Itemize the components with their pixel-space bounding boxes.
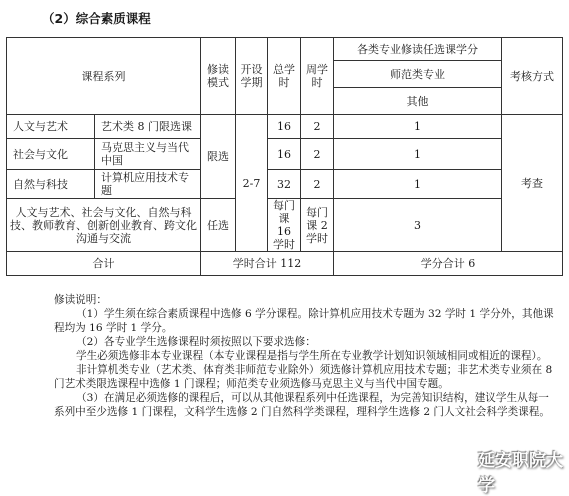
header-assessment: 考核方式 [502,38,563,115]
assessment-value-cell: 考查 [502,115,563,252]
total-hours-cell: 16 [268,115,301,139]
elective-mode-cell: 任选 [201,199,236,252]
total-label-cell: 合计 [7,252,201,276]
note-paragraph: （3）在满足必须选修的课程后，可以从其他课程系列中任选课程，为完善知识结构，建议学生从每一系列中至少选修 1 门课程，文科学生选修 2 门自然科学类课程，理科学生选修 2 门人文社会科学类课程。 [54,392,550,418]
elective-weekly-hours-cell: 每门课 2 学时 [301,199,334,252]
elective-total-hours-cell: 每门课 16 学时 [268,199,301,252]
header-weekly-hours: 周学时 [301,38,334,115]
note-paragraph: 学生必须选修非本专业课程（本专业课程是指与学生所在专业教学计划知识领域相同或相近的课程）。 [76,350,548,362]
total-row [7,252,563,276]
table-row [7,139,563,170]
semester-range-cell: 2-7 [236,115,268,252]
header-credit-group: 各类专业修读任选课学分 [334,38,502,61]
elective-series-cell: 人文与艺术、社会与文化、自然与科技、教师教育、创新创业教育、跨文化沟通与交流 [7,199,201,252]
series-cell: 人文与艺术 [7,115,95,139]
course-table [6,37,563,276]
header-course-series: 课程系列 [7,38,201,115]
weekly-hours-cell: 2 [301,115,334,139]
credit-cell: 1 [334,170,502,199]
course-cell: 马克思主义与当代中国 [95,139,201,170]
note-paragraph: （2）各专业学生选修课程时须按照以下要求选修： [76,336,316,348]
course-cell: 计算机应用技术专题 [95,170,201,199]
total-hours-cell: 16 [268,139,301,170]
header-row [7,38,563,61]
study-notes [54,293,554,419]
watermark-logo: 延安职院大学 [478,451,563,496]
table-row [7,115,563,139]
note-paragraph: （1）学生须在综合素质课程中选修 6 学分课程。除计算机应用技术专题为 32 学时 1 学分外，其他课程均为 16 学时 1 学分。 [54,308,554,334]
series-cell: 自然与科技 [7,170,95,199]
elective-credit-cell: 3 [334,199,502,252]
series-cell: 社会与文化 [7,139,95,170]
header-teacher-major: 师范类专业 [334,61,502,88]
section-heading: （2）综合素质课程 [42,11,151,26]
credits-total-cell: 学分合计 6 [334,252,563,276]
header-other-major: 其他 [334,88,502,115]
weekly-hours-cell: 2 [301,139,334,170]
credit-cell: 1 [334,115,502,139]
header-total-hours: 总学时 [268,38,301,115]
header-semester: 开设学期 [236,38,268,115]
total-hours-cell: 32 [268,170,301,199]
weekly-hours-cell: 2 [301,170,334,199]
notes-title: 修读说明： [54,294,107,306]
table-row [7,199,563,252]
table-row [7,170,563,199]
restricted-mode-cell: 限选 [201,115,236,199]
hours-total-cell: 学时合计 112 [201,252,334,276]
header-study-mode: 修读模式 [201,38,236,115]
credit-cell: 1 [334,139,502,170]
course-cell: 艺术类 8 门限选课 [95,115,201,139]
note-paragraph: 非计算机类专业（艺术类、体育类非师范专业除外）须选修计算机应用技术专题；非艺术类专业须在 8 门艺术类限选课程中选修 1 门课程；师范类专业须选修马克思主义与当代中国专题。 [54,364,553,390]
